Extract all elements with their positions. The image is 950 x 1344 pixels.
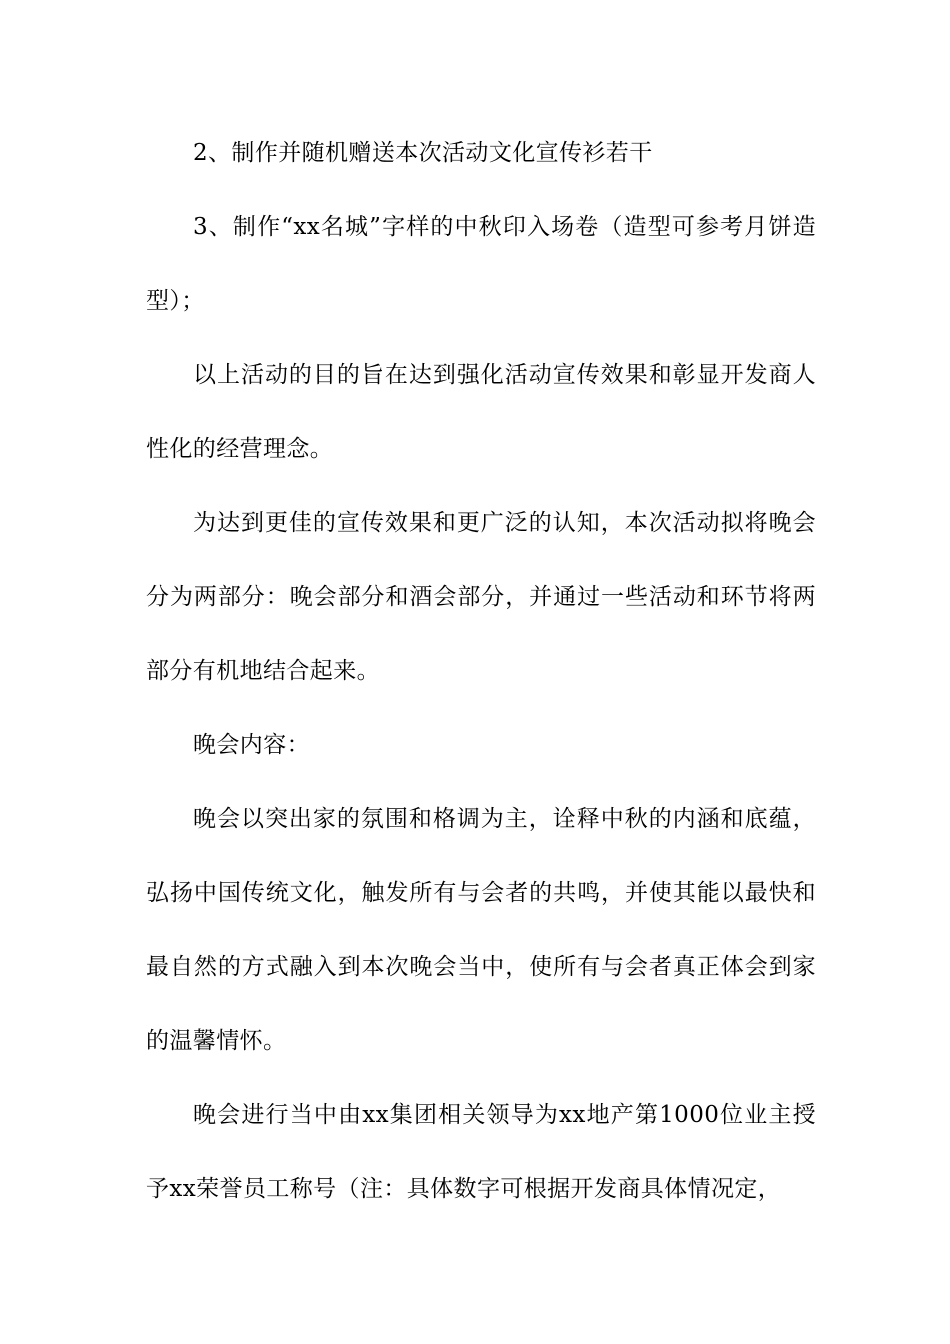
paragraph-entry-ticket: 3、制作“xx名城”字样的中秋印入场卷（造型可参考月饼造型）； — [146, 214, 816, 314]
paragraph-honor-award: 晚会进行当中由xx集团相关领导为xx地产第1000位业主授予xx荣誉员工称号（注：具体数字可根据开发商具体情况定， — [146, 1102, 816, 1202]
paragraph-gala-theme: 晚会以突出家的氛围和格调为主，诠释中秋的内涵和底蕴，弘扬中国传统文化，触发所有与会者的共鸣，并使其能以最快和最自然的方式融入到本次晚会当中，使所有与会者真正体会到家的温馨情怀。 — [146, 806, 816, 1054]
paragraph-gala-structure: 为达到更佳的宣传效果和更广泛的认知，本次活动拟将晚会分为两部分：晚会部分和酒会部分，并通过一些活动和环节将两部分有机地结合起来。 — [146, 510, 816, 684]
paragraph-activity-purpose: 以上活动的目的旨在达到强化活动宣传效果和彰显开发商人性化的经营理念。 — [146, 362, 816, 462]
section-heading-gala-content: 晚会内容： — [193, 732, 310, 758]
paragraph-gift-shirts: 2、制作并随机赠送本次活动文化宣传衫若干 — [193, 140, 653, 166]
